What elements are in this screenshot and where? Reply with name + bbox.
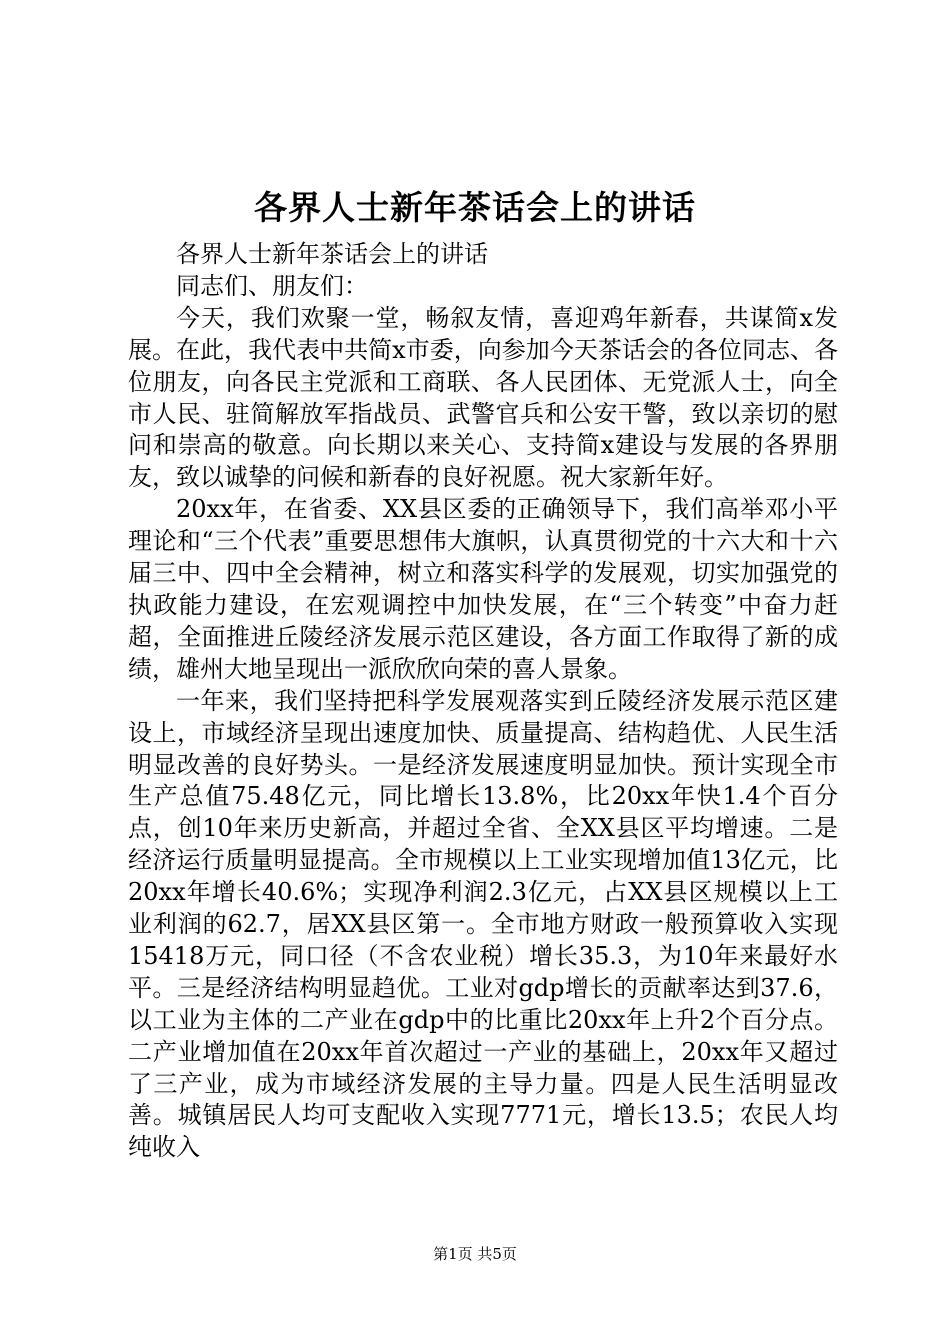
document-title: 各界人士新年茶话会上的讲话 — [254, 188, 696, 227]
subtitle-line: 各界人士新年茶话会上的讲话 — [176, 240, 488, 268]
salutation: 同志们、朋友们： — [176, 271, 368, 300]
paragraph: 今天，我们欢聚一堂，畅叙友情，喜迎鸡年新春，共谋简x发展。在此，我代表中共简x市委，向参加今天茶话会的各位同志、各位朋友，向各民主党派和工商联、各人民团体、无党派人士，向全市人民、驻简解放军指战员、武警官兵和公安干警，致以亲切的慰问和崇高的敬意。向长期以来关心、支持简x建设与发展的各界朋友，致以诚挚的问候和新春的良好祝愿。祝大家新年好。 — [128, 303, 838, 492]
paragraph: 一年来，我们坚持把科学发展观落实到丘陵经济发展示范区建设上，市域经济呈现出速度加快、质量提高、结构趋优、人民生活明显改善的良好势头。一是经济发展速度明显加快。预计实现全市生产总值75.48亿元，同比增长13.8%，比20xx年快1.4个百分点，创10年来历史新高，并超过全省、全XX县区平均增速。二是经济运行质量明显提高。全市规模以上工业实现增加值13亿元，比20xx年增长40.6%；实现净利润2.3亿元，占XX县区规模以上工业利润的62.7，居XX县区第一。全市地方财政一般预算收入实现15418万元，同口径（不含农业税）增长35.3，为10年来最好水平。三是经济结构明显趋优。工业对gdp增长的贡献率达到37.6，以工业为主体的二产业在gdp中的比重比20xx年上升2个百分点。二产业增加值在20xx年首次超过一产业的基础上，20xx年又超过了三产业，成为市域经济发展的主导力量。四是人民生活明显改善。城镇居民人均可支配收入实现7771元，增长13.5；农民人均纯收入 — [128, 686, 838, 1162]
page-number: 第1页 共5页 — [433, 1245, 517, 1263]
document-body — [128, 239, 838, 1164]
paragraph: 20xx年，在省委、XX县区委的正确领导下，我们高举邓小平理论和“三个代表”重要思想伟大旗帜，认真贯彻党的十六大和十六届三中、四中全会精神，树立和落实科学的发展观，切实加强党的执政能力建设，在宏观调控中加快发展，在“三个转变”中奋力赶超，全面推进丘陵经济发展示范区建设，各方面工作取得了新的成绩，雄州大地呈现出一派欣欣向荣的喜人景象。 — [128, 495, 838, 683]
